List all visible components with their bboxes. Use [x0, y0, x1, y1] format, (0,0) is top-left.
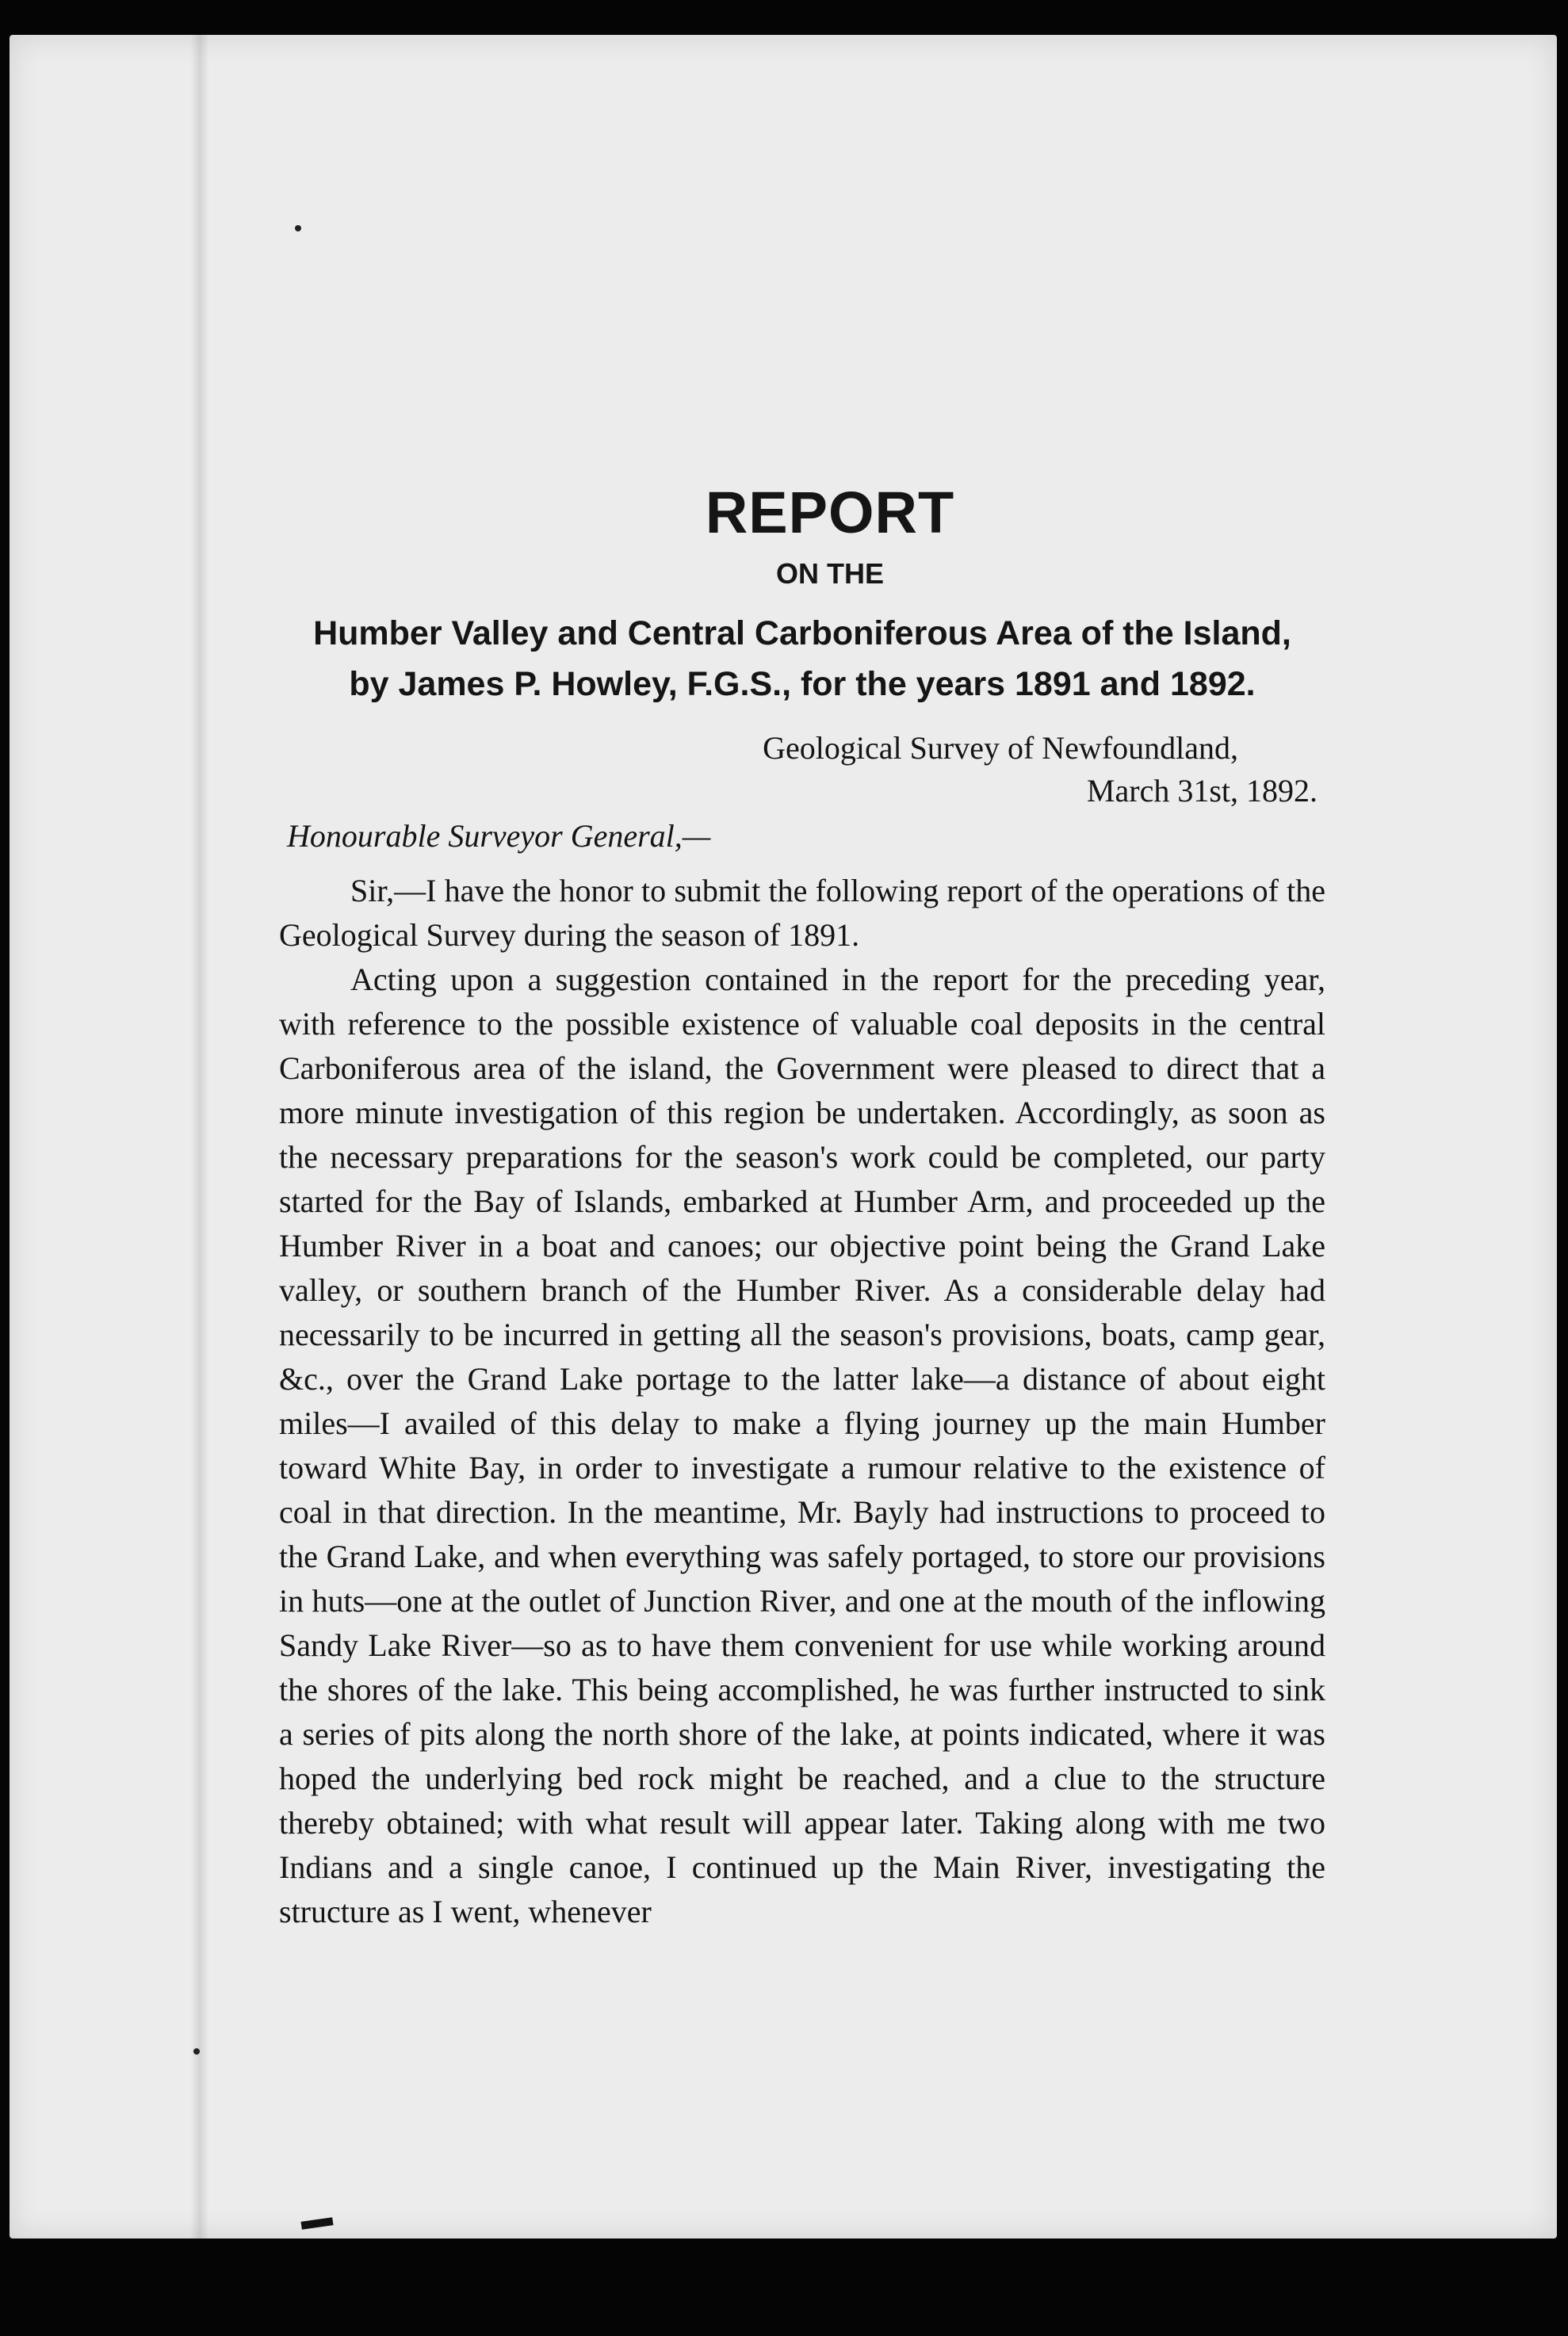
subtitle-line-2: by James P. Howley, F.G.S., for the years 1891 and 1892. — [349, 665, 1256, 703]
scan-speck — [193, 2048, 200, 2055]
paragraph-2: Acting upon a suggestion contained in the report for the preceding year, with reference to the possible existence of valuable coal deposits in the central Carboniferous area of the island, the Government were pleased to direct that a more minute investigation of this region be undertaken. Accordingly, as soon as the necessary preparations for the season's work could be completed, our party started for the Bay of Islands, embarked at Humber Arm, and proceeded up the Humber River in a boat and canoes; our objective point being the Grand Lake valley, or southern branch of the Humber River. As a considerable delay had necessarily to be incurred in getting all the season's provisions, boats, camp gear, &c., over the Grand Lake portage to the latter lake—a distance of about eight miles—I availed of this delay to make a flying journey up the main Humber toward White Bay, in order to investigate a rumour relative to the existence of coal in that direction. In the meantime, Mr. Bayly had instructions to proceed to the Grand Lake, and when everything was safely portaged, to store our provisions in huts—one at the outlet of Junction River, and one at the mouth of the inflowing Sandy Lake River—so as to have them convenient for use while working around the shores of the lake. This being accomplished, he was further instructed to sink a series of pits along the north shore of the lake, at points indicated, where it was hoped the underlying bed rock might be reached, and a clue to the structure thereby obtained; with what result will appear later. Taking along with me two Indians and a single canoe, I continued up the Main River, investigating the structure as I went, whenever — [279, 962, 1325, 1929]
paragraph-1: Sir,—I have the honor to submit the following report of the operations of the Geological Survey during the season of 1891. — [279, 873, 1325, 953]
salutation: Honourable Surveyor General,— — [287, 818, 711, 854]
report-subtitle — [279, 608, 1325, 709]
report-body — [271, 479, 1325, 1934]
dateline-date: March 31st, 1892. — [1086, 773, 1318, 809]
dateline — [271, 727, 1325, 812]
scanned-page — [10, 35, 1557, 2239]
dateline-org: Geological Survey of Newfoundland, — [763, 730, 1238, 766]
report-title: REPORT — [705, 480, 955, 545]
report-on-the: ON THE — [775, 557, 884, 590]
page-fold-shadow — [190, 35, 209, 2239]
subtitle-line-1: Humber Valley and Central Carboniferous Area of the Island, — [313, 614, 1291, 652]
scan-speck — [295, 225, 301, 231]
